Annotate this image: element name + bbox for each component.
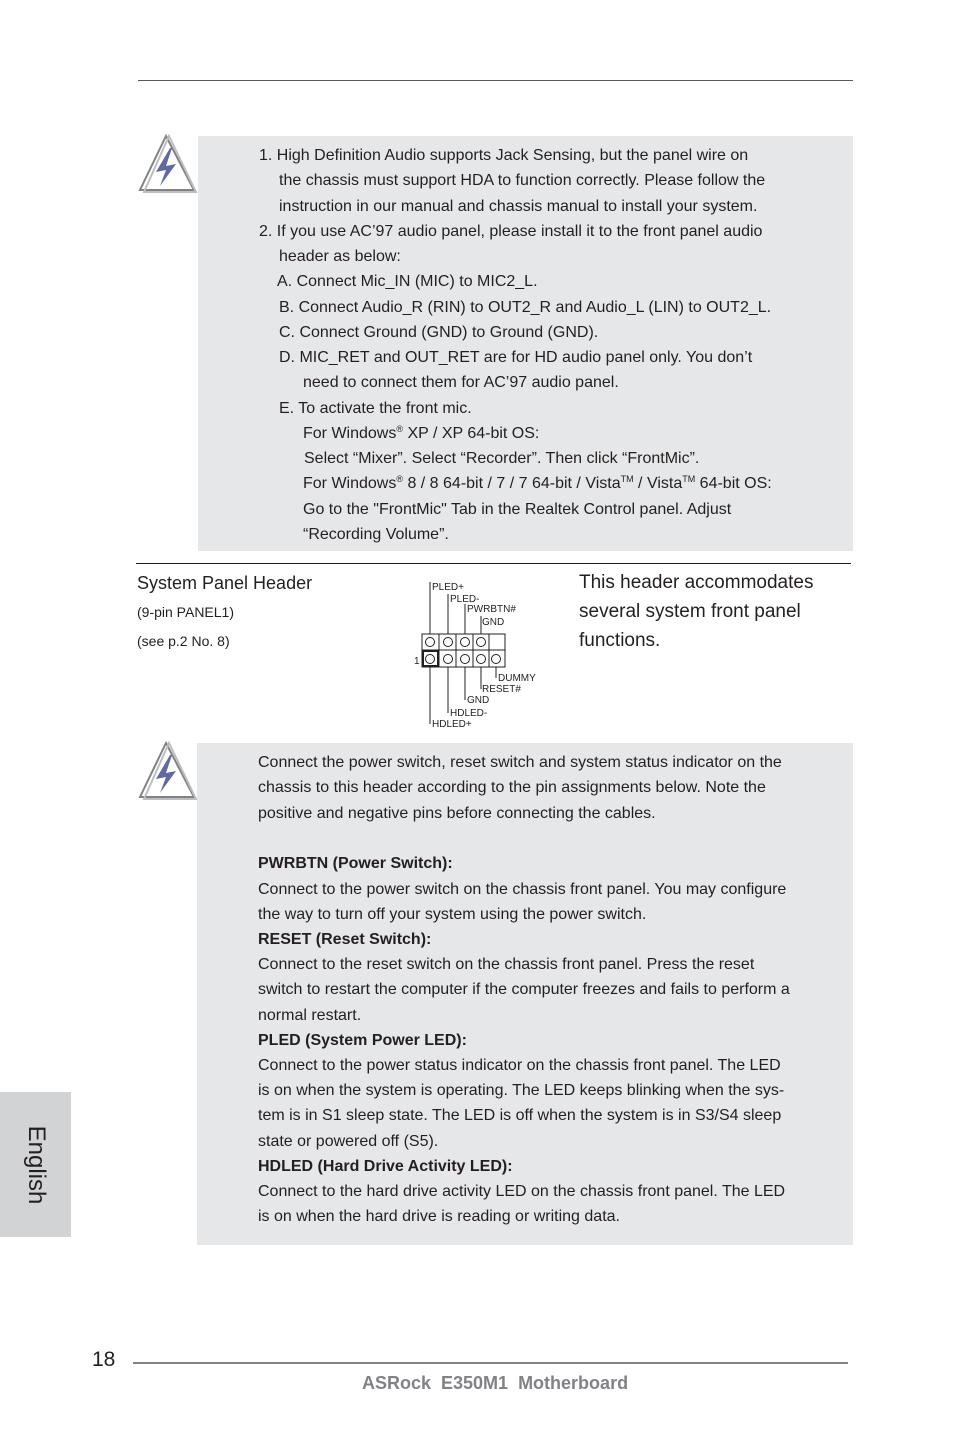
note2-intro-3: positive and negative pins before connecting the cables.	[258, 805, 656, 822]
reset-text-2: switch to restart the computer if the computer freezes and fails to perform a	[258, 981, 790, 998]
top-rule	[138, 80, 853, 81]
hdled-heading: HDLED (Hard Drive Activity LED):	[258, 1158, 513, 1175]
warning-icon	[136, 741, 198, 803]
note1-line-1: 1. High Definition Audio supports Jack Sensing, but the panel wire on	[259, 147, 749, 164]
pin-label-hdled-plus: HDLED+	[432, 719, 472, 728]
pwrbtn-heading: PWRBTN (Power Switch):	[258, 855, 453, 872]
footer-rule	[133, 1362, 848, 1364]
panel-header-pin-diagram	[410, 576, 550, 728]
section-title: System Panel Header	[137, 573, 313, 593]
note1-line-9: D. MIC_RET and OUT_RET are for HD audio panel only. You don’t	[279, 349, 753, 366]
reset-heading: RESET (Reset Switch):	[258, 931, 432, 948]
pled-text-1: Connect to the power status indicator on the chassis front panel. The LED	[258, 1057, 781, 1074]
pin-label-pled-minus: PLED-	[450, 594, 480, 605]
page-reference: (see p.2 No. 8)	[137, 633, 230, 649]
header-description-1: This header accommodates	[579, 572, 814, 593]
note2-intro-1: Connect the power switch, reset switch and system status indicator on the	[258, 754, 782, 771]
hdled-text-1: Connect to the hard drive activity LED on the chassis front panel. The LED	[258, 1183, 786, 1200]
pin-label-gnd-top: GND	[482, 617, 505, 628]
windows-7-steps-1: Go to the "FrontMic" Tab in the Realtek Control panel. Adjust	[303, 501, 732, 518]
reset-text-1: Connect to the reset switch on the chassis front panel. Press the reset	[258, 956, 755, 973]
pled-heading: PLED (System Power LED):	[258, 1032, 467, 1049]
note1-line-3: instruction in our manual and chassis manual to install your system.	[279, 198, 758, 215]
pin-label-reset: RESET#	[482, 684, 521, 695]
pled-text-2: is on when the system is operating. The LED keeps blinking when the sys-	[258, 1082, 785, 1099]
language-side-tab	[0, 1092, 71, 1237]
pin-label-gnd-bottom: GND	[467, 695, 490, 706]
page-number: 18	[92, 1348, 116, 1371]
note1-line-8: C. Connect Ground (GND) to Ground (GND).	[279, 324, 599, 341]
windows-xp-steps: Select “Mixer”. Select “Recorder”. Then click “FrontMic”.	[304, 450, 700, 467]
pin-label-pled-plus: PLED+	[432, 582, 464, 593]
language-label: English	[22, 1125, 50, 1204]
note1-line-6: A. Connect Mic_IN (MIC) to MIC2_L.	[277, 273, 538, 290]
header-description-3: functions.	[579, 630, 661, 651]
note2-intro-2: chassis to this header according to the pin assignments below. Note the	[258, 779, 766, 796]
warning-icon	[136, 134, 198, 196]
section-rule	[136, 563, 851, 564]
pin-label-pwrbtn: PWRBTN#	[467, 604, 516, 615]
header-description-2: several system front panel	[579, 601, 801, 622]
note1-line-2: the chassis must support HDA to function correctly. Please follow the	[279, 172, 766, 189]
pin-label-dummy: DUMMY	[498, 673, 536, 684]
pled-text-3: tem is in S1 sleep state. The LED is off when the system is in S3/S4 sleep	[258, 1107, 782, 1124]
windows-xp-line: For Windows® XP / XP 64-bit OS:	[303, 424, 540, 442]
hdled-text-2: is on when the hard drive is reading or writing data.	[258, 1208, 620, 1225]
note1-line-10: need to connect them for AC’97 audio panel.	[303, 374, 619, 391]
pwrbtn-text-1: Connect to the power switch on the chassis front panel. You may configure	[258, 881, 787, 898]
reset-text-3: normal restart.	[258, 1007, 362, 1024]
windows-7-steps-2: “Recording Volume”.	[303, 526, 449, 543]
pwrbtn-text-2: the way to turn off your system using the power switch.	[258, 906, 647, 923]
note1-line-4: 2. If you use AC’97 audio panel, please install it to the front panel audio	[259, 223, 763, 240]
note1-line-11: E. To activate the front mic.	[279, 400, 472, 417]
pin-label: (9-pin PANEL1)	[137, 604, 235, 620]
note1-line-5: header as below:	[279, 248, 401, 265]
footer-product-name: ASRock E350M1 Motherboard	[362, 1373, 629, 1393]
pin-one-marker: 1	[414, 656, 420, 667]
pled-text-4: state or powered off (S5).	[258, 1133, 439, 1150]
pin-label-hdled-minus: HDLED-	[450, 708, 488, 719]
note1-line-7: B. Connect Audio_R (RIN) to OUT2_R and Audio_L (LIN) to OUT2_L.	[279, 299, 772, 316]
windows-7-line: For Windows® 8 / 8 64-bit / 7 / 7 64-bit / Vista™ / Vista™ 64-bit OS:	[303, 474, 772, 492]
